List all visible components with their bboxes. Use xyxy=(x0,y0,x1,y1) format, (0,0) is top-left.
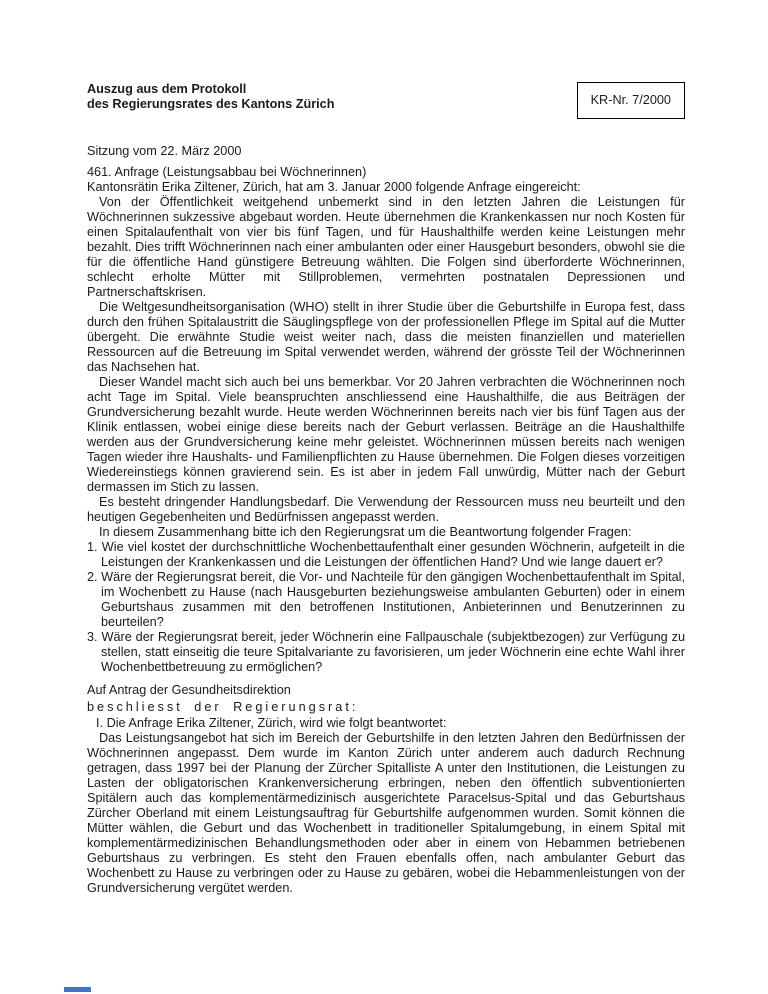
answer-paragraph: Das Leistungsangebot hat sich im Bereich der Geburtshilfe in den letzten Jahren den Bedürfnissen der Wöchnerinnen angepasst. Dem wurde im Kanton Zürich unter anderem auch dadurch Rechnung getragen, dass 1997 bei der Planung der Zürcher Spitalliste A unter den Institutionen, die Leistungen zu Lasten der obligatorischen Krankenversicherung erbringen, neben den öffentlich subventionierten Spitälern auch das komplementärmedizinisch ausgerichtete Paracelsus-Spital und das Geburtshaus Zürcher Oberland mit einem Leistungsauftrag für Geburtshilfe aufgenommen wurden. Somit können die Mütter wählen, die Geburt und das Wochenbett in traditioneller Spitalumgebung, in einem Spital mit komplementärmedizinischen Behandlungsmethoden oder aber in einem von Hebammen betriebenen Geburtshaus zu verbringen. Es steht den Frauen ebenfalls offen, nach ambulanter Geburt das Wochenbett zu Hause zu verbringen oder zu Hause zu gebären, wobei die Hebammenleistungen von der Grundversicherung vergütet werden. xyxy=(87,731,685,895)
question-item-3 xyxy=(87,630,685,675)
kr-number-box xyxy=(577,82,685,119)
document-title-line1: Auszug aus dem Protokoll xyxy=(87,82,247,96)
document-title xyxy=(87,82,334,112)
session-date-line: Sitzung vom 22. März 2000 xyxy=(87,144,242,158)
motion-line: Auf Antrag der Gesundheitsdirektion xyxy=(87,683,291,697)
question-number: 1. xyxy=(87,540,98,554)
question-number: 3. xyxy=(87,630,98,644)
inquiry-paragraph-5: In diesem Zusammenhang bitte ich den Regierungsrat um die Beantwortung folgender Fragen: xyxy=(99,525,632,539)
kr-number: KR-Nr. 7/2000 xyxy=(590,93,671,107)
question-item-1 xyxy=(87,540,685,570)
question-item-2 xyxy=(87,570,685,630)
agenda-item-title: 461. Anfrage (Leistungsabbau bei Wöchnerinnen) xyxy=(87,165,367,179)
inquiry-paragraph-2: Die Weltgesundheitsorganisation (WHO) stellt in ihrer Studie über die Geburtshilfe in Europa fest, dass durch den frühen Spitalaustritt die Säuglingspflege von der professionellen Pflege im Spital auf die Mutter übergeht. Die erwähnte Studie weist weiter nach, dass die meisten finanziellen und materiellen Ressourcen auf die Betreuung im Spital verwendet werden, während der grösste Teil der Wöchnerinnen das Nachsehen hat. xyxy=(87,300,685,374)
question-text: Wäre der Regierungsrat bereit, die Vor- und Nachteile für den gängigen Wochenbettaufenthalt im Spital, im Wochenbett zu Hause (nach Hausgeburten beziehungsweise ambulanten Geburten) oder in einem Geburtshaus zusammen mit den betroffenen Institutionen, Anbieterinnen und Benutzerinnen zu beurteilen? xyxy=(101,570,685,629)
question-number: 2. xyxy=(87,570,98,584)
inquiry-paragraph-4: Es besteht dringender Handlungsbedarf. Die Verwendung der Ressourcen muss neu beurteilt und den heutigen Gegebenheiten und Bedürfnissen angepasst werden. xyxy=(87,495,685,524)
footer-page-marker xyxy=(64,987,91,992)
document-title-line2: des Regierungsrates des Kantons Zürich xyxy=(87,97,335,111)
question-text: Wie viel kostet der durchschnittliche Wochenbettaufenthalt einer gesunden Wöchnerin, aufgeteilt in die Leistungen der Krankenkassen und die Leistungen der öffentlichen Hand? Und wie lange dauert er? xyxy=(101,540,685,569)
submission-line: Kantonsrätin Erika Ziltener, Zürich, hat am 3. Januar 2000 folgende Anfrage eingereicht: xyxy=(87,180,581,194)
question-list xyxy=(87,540,685,675)
document-header xyxy=(87,82,685,119)
inquiry-paragraph-1: Von der Öffentlichkeit weitgehend unbemerkt sind in den letzten Jahren die Leistungen für Wöchnerinnen sukzessive abgebaut worden. Heute übernehmen die Krankenkassen nur noch Kosten für einen Spitalaufenthalt von vier bis fünf Tagen, und für Haushalthilfe werden keine Leistungen mehr bezahlt. Dies trifft Wöchnerinnen nach einer ambulanten oder einer Hausgeburt besonders, obwohl sie die für die öffentliche Hand günstigere Betreuung wählten. Die Folgen sind überforderte Wöchnerinnen, schlecht erholte Mütter mit Stillproblemen, vermehrten postnatalen Depressionen und Partnerschaftskrisen. xyxy=(87,195,685,299)
decision-line: beschliesst der Regierungsrat: xyxy=(87,700,359,714)
answer-intro-line: I. Die Anfrage Erika Ziltener, Zürich, wird wie folgt beantwortet: xyxy=(96,716,447,730)
inquiry-paragraph-3: Dieser Wandel macht sich auch bei uns bemerkbar. Vor 20 Jahren verbrachten die Wöchnerinnen noch acht Tage im Spital. Viele beanspruchten anschliessend eine Haushalthilfe, die aus Beiträgen der Grundversicherung bezahlt wurde. Heute werden Wöchnerinnen bereits nach vier bis fünf Tagen aus der Klinik entlassen, wobei einige diese bereits nach der Geburt verlassen. Beiträge an die Haushalthilfe werden aus der Grundversicherung keine mehr geleistet. Wöchnerinnen müssen bereits nach wenigen Tagen wieder ihre Haushalts- und Familienpflichten zu Hause übernehmen. Die Folgen dieses vorzeitigen Wiedereinstiegs können gravierend sein. Es ist aber in jedem Fall unwürdig, Mütter nach der Geburt dermassen im Stich zu lassen. xyxy=(87,375,685,494)
question-text: Wäre der Regierungsrat bereit, jeder Wöchnerin eine Fallpauschale (subjektbezogen) zur Verfügung zu stellen, statt einseitig die teure Spitalvariante zu favorisieren, um jeder Wöchnerin eine echte Wahl ihrer Wochenbettbetreuung zu ermöglichen? xyxy=(101,630,685,674)
